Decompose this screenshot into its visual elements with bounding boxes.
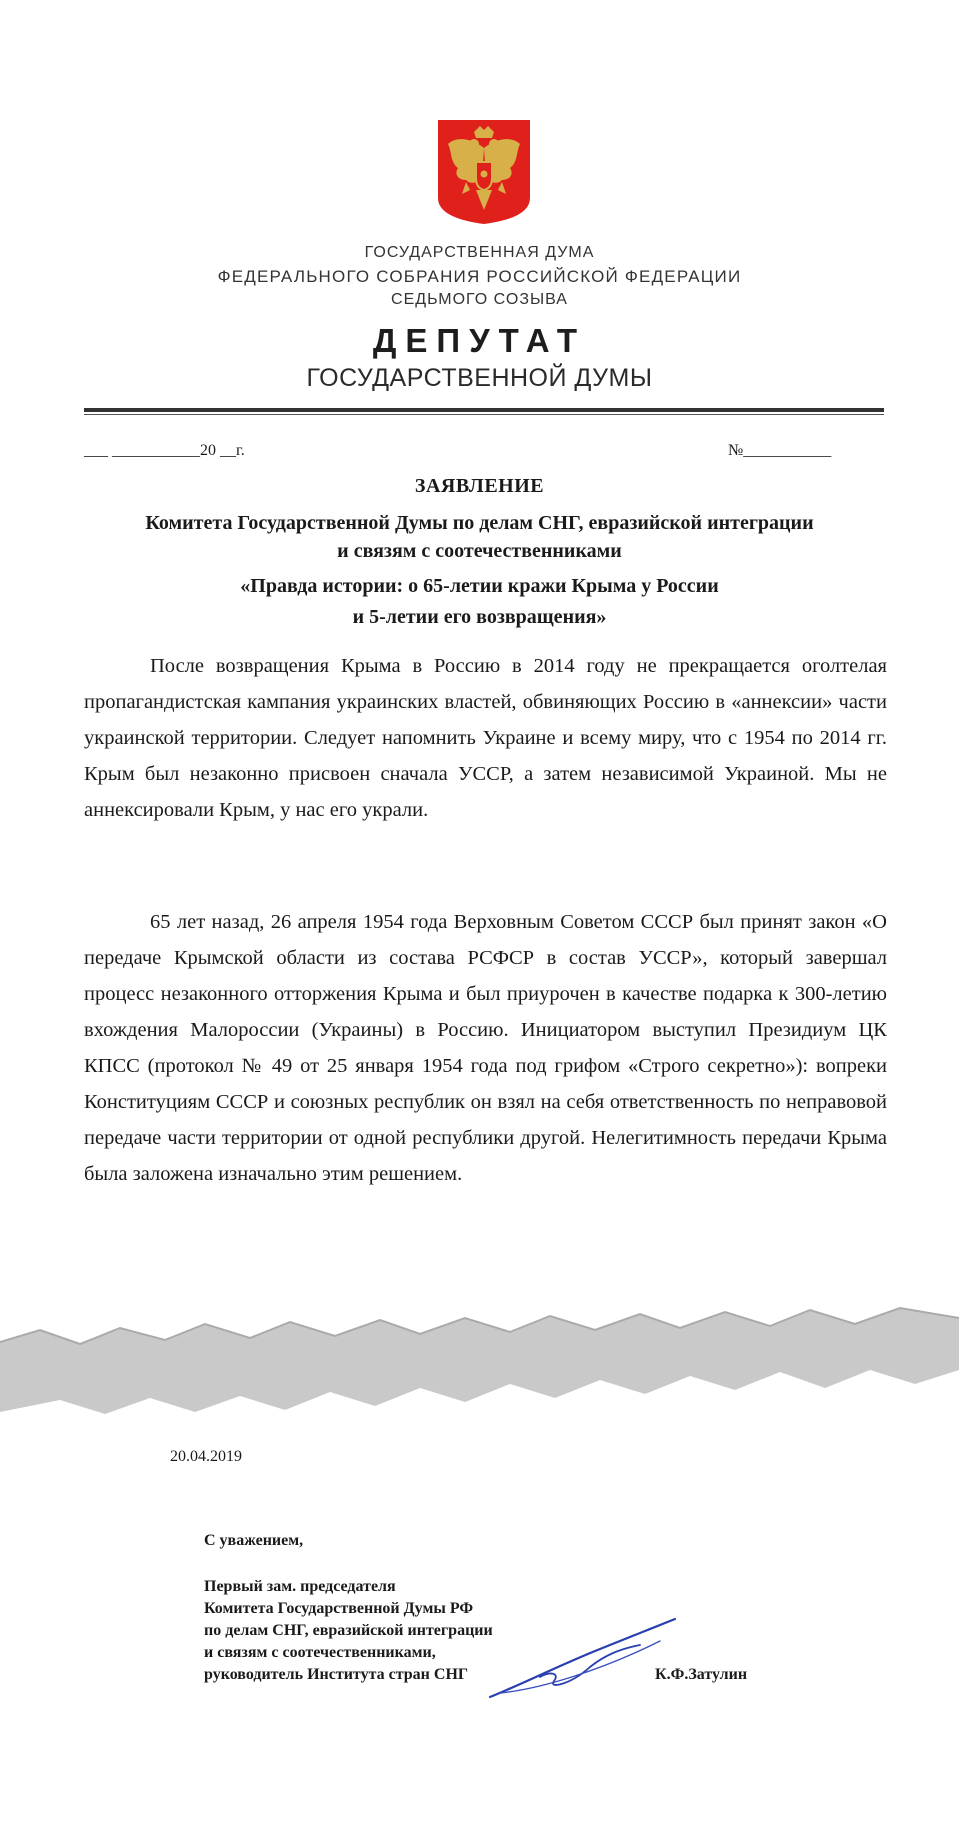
- coat-of-arms-icon: [436, 118, 532, 226]
- statement-subtitle-4: и 5-летии его возвращения»: [352, 606, 607, 628]
- statement-subtitle-3: «Правда истории: о 65-летии кражи Крыма у России: [240, 575, 719, 597]
- org-line-1: ГОСУДАРСТВЕННАЯ ДУМА: [364, 244, 595, 261]
- closing-regards: С уважением,: [204, 1532, 304, 1549]
- statement-title: ЗАЯВЛЕНИЕ: [414, 475, 545, 497]
- statement-subtitle-2: и связям с соотечественниками: [337, 540, 622, 562]
- signer-position-1: Первый зам. председателя: [204, 1578, 396, 1595]
- header-rule-thick: [84, 408, 884, 412]
- signer-position-5: руководитель Института стран СНГ: [204, 1666, 469, 1683]
- torn-page-divider: [0, 1300, 959, 1420]
- statement-subtitle-1: Комитета Государственной Думы по делам СНГ, евразийской интеграции: [145, 512, 814, 534]
- deputy-heading: ДЕПУТАТ: [372, 322, 587, 359]
- form-date-line: ___ ___________20 __г.: [84, 442, 245, 459]
- document-date: 20.04.2019: [170, 1448, 242, 1465]
- form-number-line: №___________: [728, 442, 832, 459]
- body-paragraph-2: 65 лет назад, 26 апреля 1954 года Верховным Советом СССР был принят закон «О передаче Крымской области из состава РСФСР в состав УССР», который завершал процесс незаконного отторжения Крыма и был приурочен в качестве подарка к 300-летию вхождения Малороссии (Украины) в Россию. Инициатором выступил Президиум ЦК КПСС (протокол № 49 от 25 января 1954 года под грифом «Строго секретно»): вопреки Конституциям СССР и союзных республик он взял на себя ответственность по неправовой передаче части территории от одной республики другой. Нелегитимность передачи Крыма была заложена изначально этим решением.: [84, 911, 887, 1185]
- header-rule-thin: [84, 414, 884, 415]
- body-paragraph-1: После возвращения Крыма в Россию в 2014 году не прекращается оголтелая пропагандистская кампания украинских властей, обвиняющих Россию в «аннексии» части украинской территории. Следует напомнить Украине и всему миру, что с 1954 по 2014 гг. Крым был незаконно присвоен сначала УССР, а затем независимой Украиной. Мы не аннексировали Крым, у нас его украли.: [84, 655, 887, 821]
- signer-position-2: Комитета Государственной Думы РФ: [204, 1600, 474, 1617]
- handwritten-signature: [480, 1605, 690, 1705]
- signer-position-4: и связям с соотечественниками,: [204, 1644, 436, 1661]
- signer-name: К.Ф.Затулин: [655, 1666, 748, 1683]
- deputy-subheading: ГОСУДАРСТВЕННОЙ ДУМЫ: [306, 364, 653, 392]
- org-line-2: ФЕДЕРАЛЬНОГО СОБРАНИЯ РОССИЙСКОЙ ФЕДЕРАЦИИ: [217, 267, 742, 286]
- org-line-3: СЕДЬМОГО СОЗЫВА: [391, 291, 568, 308]
- signer-position-3: по делам СНГ, евразийской интеграции: [204, 1622, 493, 1639]
